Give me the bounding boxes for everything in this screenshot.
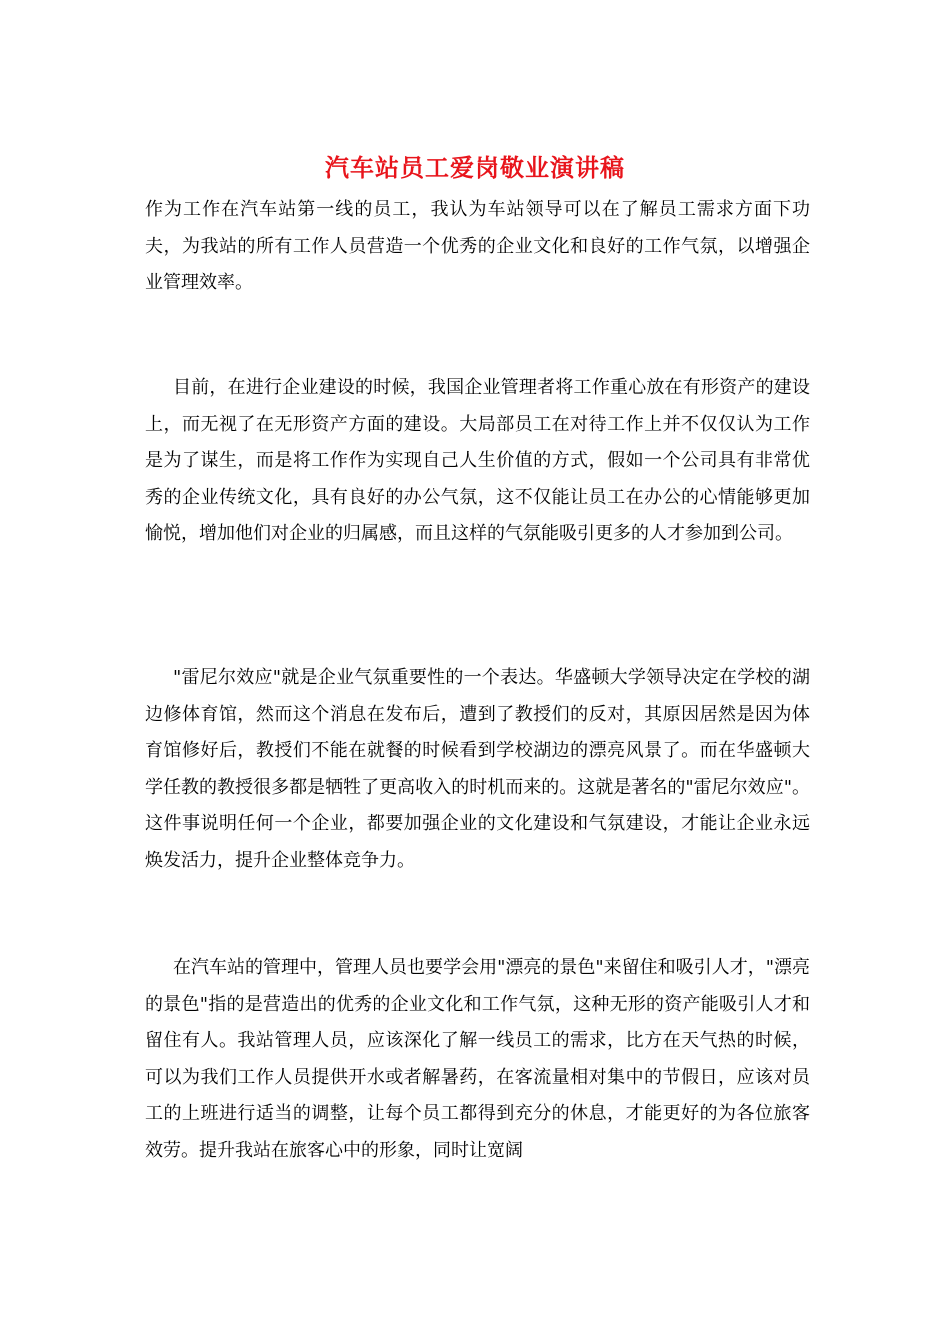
- paragraph-4: 在汽车站的管理中，管理人员也要学会用"漂亮的景色"来留住和吸引人才，"漂亮的景色"指的是营造出的优秀的企业文化和工作气氛，这种无形的资产能吸引人才和留住有人。我站管理人员，应该深化了解一线员工的需求，比方在天气热的时候，可以为我们工作人员提供开水或者解暑药，在客流量相对集中的节假日，应该对员工的上班进行适当的调整，让每个员工都得到充分的休息，才能更好的为各位旅客效劳。提升我站在旅客心中的形象，同时让宽阔: [145, 957, 810, 1161]
- document-title: 汽车站员工爱岗敬业演讲稿: [325, 153, 625, 182]
- paragraph-2: 目前，在进行企业建设的时候，我国企业管理者将工作重心放在有形资产的建设上，而无视了在无形资产方面的建设。大局部员工在对待工作上并不仅仅认为工作是为了谋生，而是将工作作为实现自己人生价值的方式，假如一个公司具有非常优秀的企业传统文化，具有良好的办公气氛，这不仅能让员工在办公的心情能够更加愉悦，增加他们对企业的归属感，而且这样的气氛能吸引更多的人才参加到公司。: [145, 377, 810, 544]
- paragraph-3: "雷尼尔效应"就是企业气氛重要性的一个表达。华盛顿大学领导决定在学校的湖边修体育馆，然而这个消息在发布后，遭到了教授们的反对，其原因居然是因为体育馆修好后，教授们不能在就餐的时候看到学校湖边的漂亮风景了。而在华盛顿大学任教的教授很多都是牺牲了更高收入的时机而来的。这就是著名的"雷尼尔效应"。这件事说明任何一个企业，都要加强企业的文化建设和气氛建设，才能让企业永远焕发活力，提升企业整体竞争力。: [145, 667, 810, 871]
- paragraph-1: 作为工作在汽车站第一线的员工，我认为车站领导可以在了解员工需求方面下功夫，为我站的所有工作人员营造一个优秀的企业文化和良好的工作气氛，以增强企业管理效率。: [145, 199, 810, 293]
